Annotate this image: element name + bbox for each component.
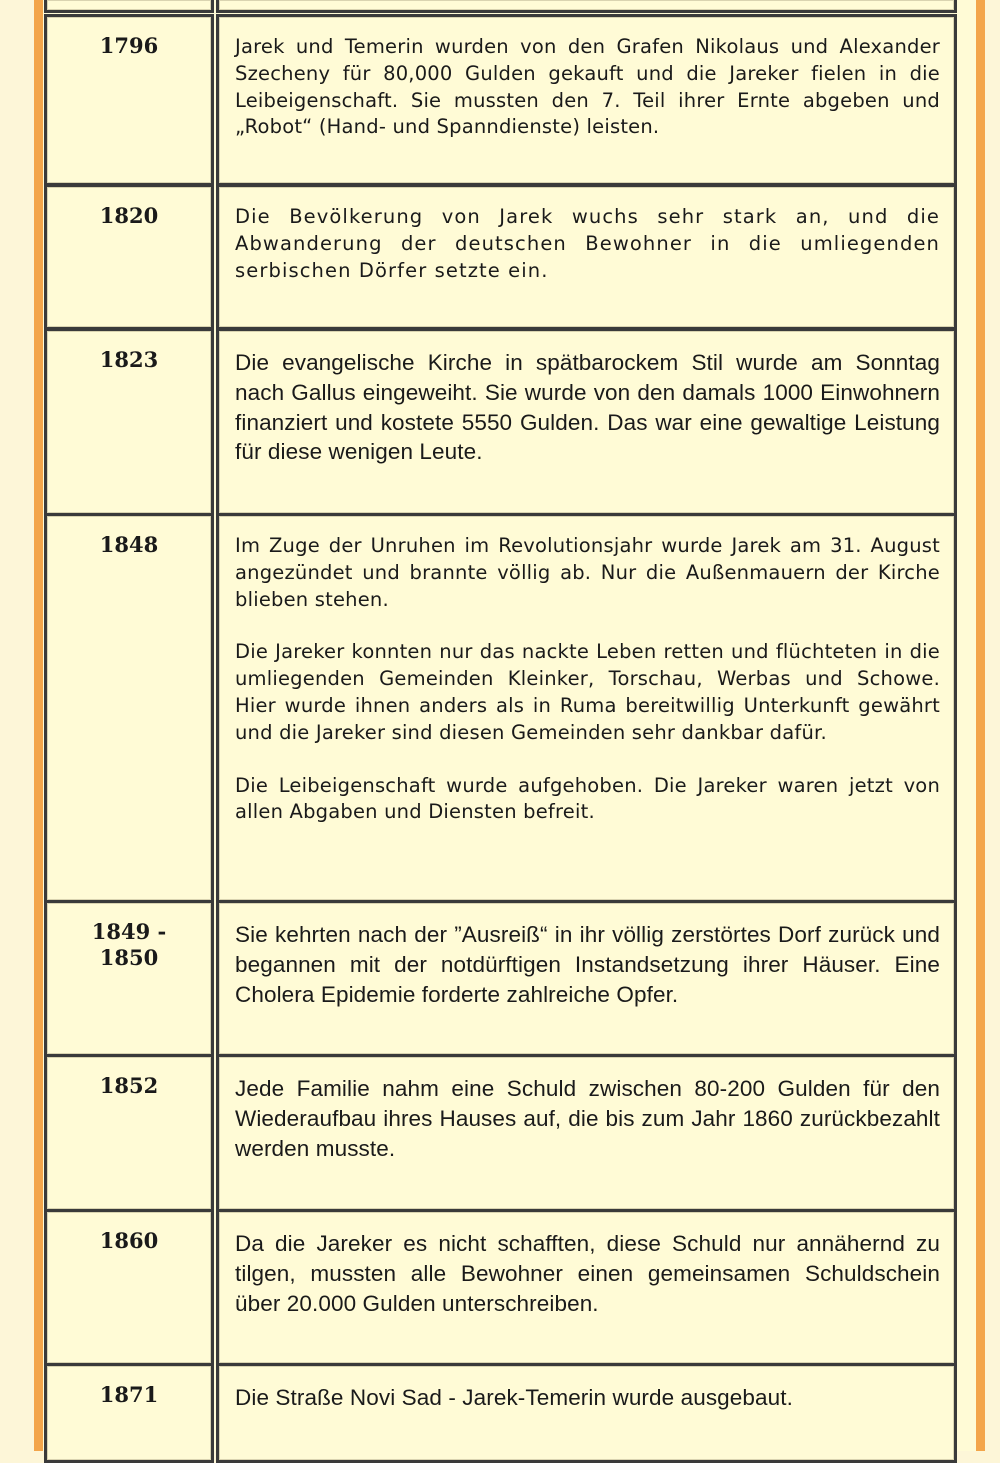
text-cell: [216, 184, 957, 330]
year-cell: [44, 184, 214, 330]
event-text: Jede Familie nahm eine Schuld zwischen 80-200 Gulden für den Wiederaufbau ihres Hauses auf, die bis zum Jahr 1860 zurückbezahlt werden musste.: [235, 1076, 940, 1161]
event-text: Im Zuge der Unruhen im Revolutionsjahr wurde Jarek am 31. August angezündet und brannte völlig ab. Nur die Außenmauern der Kirche blieben stehen.: [235, 534, 940, 611]
year-label: 1820: [99, 203, 159, 228]
table-row: [44, 900, 957, 1057]
text-cell: [216, 0, 957, 13]
year-cell: [44, 513, 214, 903]
text-cell: [216, 1054, 957, 1212]
year-label: 1860: [99, 1228, 159, 1253]
event-text: Da die Jareker es nicht schafften, diese Schuld nur annähernd zu tilgen, mussten alle Bewohner einen gemeinsamen Schuldschein über 20.000 Gulden unterschreiben.: [235, 1231, 940, 1316]
table-row: [44, 513, 957, 903]
table-row: [44, 184, 957, 330]
event-text: Die evangelische Kirche in spätbarockem Stil wurde am Sonntag nach Gallus eingeweiht. Sie wurde von den damals 1000 Einwohnern finanziert und kostete 5550 Gulden. Das war eine gewaltige Leistung für diese wenigen Leute.: [235, 350, 940, 465]
text-cell: [216, 1209, 957, 1366]
year-cell: [44, 1209, 214, 1366]
year-cell: [44, 14, 214, 186]
text-cell: [216, 900, 957, 1057]
table-row: [44, 1363, 957, 1463]
table-row-partial: [44, 0, 957, 13]
table-row: [44, 1209, 957, 1366]
event-text: Die Straße Novi Sad - Jarek-Temerin wurde ausgebaut.: [235, 1385, 793, 1410]
event-text: Die Leibeigenschaft wurde aufgehoben. Die Jareker waren jetzt von allen Abgaben und Diensten befreit.: [235, 773, 940, 824]
year-label: 1848: [99, 532, 159, 557]
table-row: [44, 1054, 957, 1212]
page-background: [0, 0, 18, 1451]
event-text: Jarek und Temerin wurden von den Grafen Nikolaus und Alexander Szecheny für 80,000 Gulden gekauft und die Jareker fielen in die Leibeigenschaft. Sie mussten den 7. Teil ihrer Ernte abgeben und „Robot“ (Hand- und Spanndienste) leisten.: [235, 35, 940, 139]
year-cell: [44, 1363, 214, 1463]
table-row: [44, 328, 957, 516]
table-row: [44, 14, 957, 186]
event-text: Sie kehrten nach der ”Ausreiß“ in ihr völlig zerstörtes Dorf zurück und begannen mit der notdürftigen Instandsetzung ihrer Häuser. Eine Cholera Epidemie forderte zahlreiche Opfer.: [235, 922, 940, 1007]
event-text: Die Jareker konnten nur das nackte Leben retten und flüchteten in die umliegenden Gemeinden Kleinker, Torschau, Werbas und Schowe. Hier wurde ihnen anders als in Ruma bereitwillig Unterkunft gewährt und die Jareker sind diesen Gemeinden sehr dankbar dafür.: [235, 640, 940, 744]
year-cell: [44, 328, 214, 516]
year-cell: [44, 1054, 214, 1212]
year-cell: [44, 0, 214, 13]
text-cell: [216, 328, 957, 516]
text-cell: [216, 1363, 957, 1463]
year-label: 1796: [99, 33, 159, 58]
text-cell: [216, 513, 957, 903]
year-label: 1823: [99, 347, 159, 372]
text-cell: [216, 14, 957, 186]
year-label: 1849 - 1850: [91, 919, 167, 970]
year-label: 1871: [99, 1382, 159, 1407]
event-text: Die Bevölkerung von Jarek wuchs sehr stark an, und die Abwanderung der deutschen Bewohner in die umliegenden serbischen Dörfer setzte ein.: [235, 205, 940, 282]
year-label: 1852: [99, 1073, 159, 1098]
year-cell: [44, 900, 214, 1057]
